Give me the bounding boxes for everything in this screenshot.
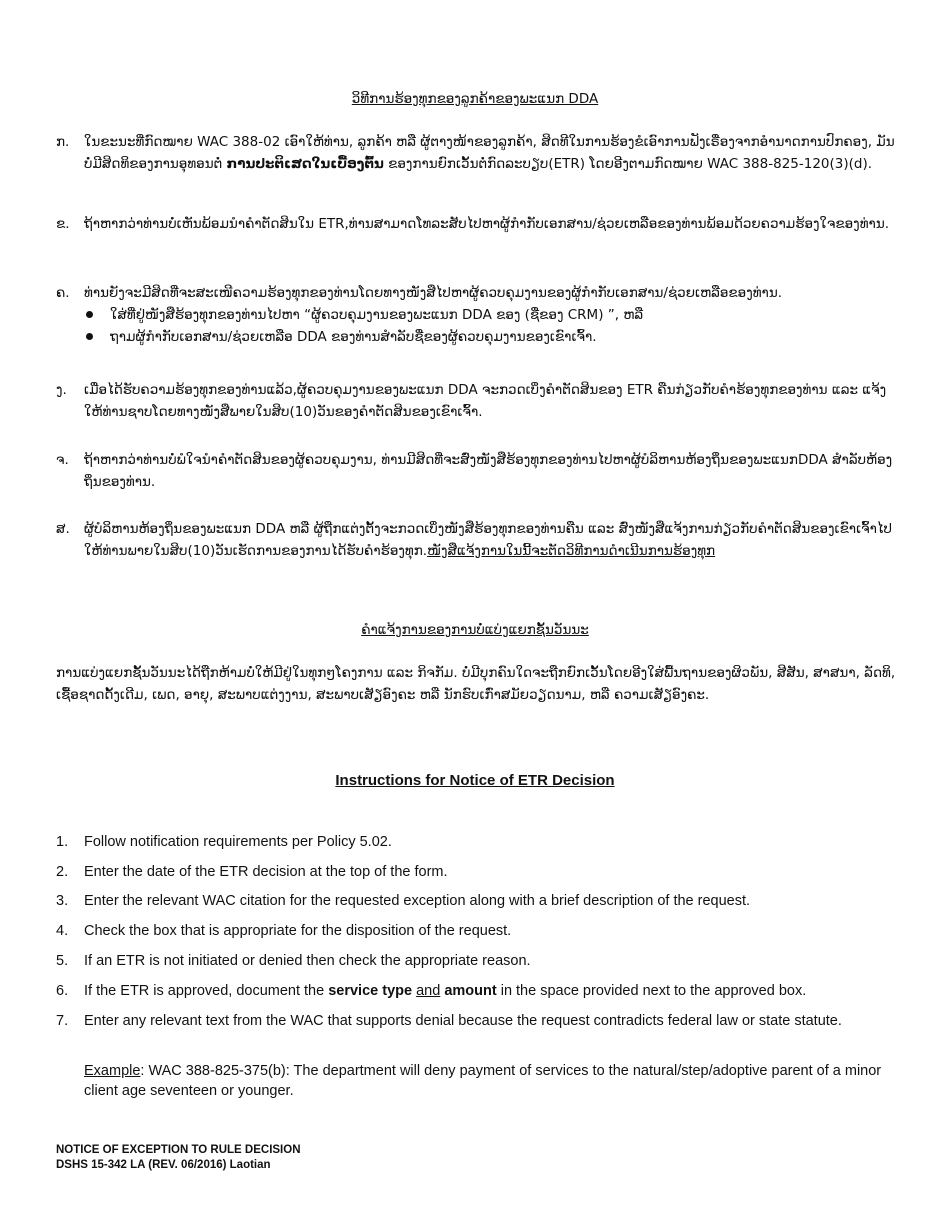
paragraph-text: ໃນຂະນະທີ່ກົດໝາຍ WAC 388-02 ເອົາໃຫ້ທ່ານ, ລູກຄ້າ ຫລື ຜູ້ຕາງໜ້າຂອງລູກຄ້າ, ສິດທີໃນການຮ້ອງຂໍເອົາການຟັງເຣື່ອງຈາກອຳນາດການປົກຄອງ, ມັນບໍ່ມີສິດທິຂອງການອຸທອນຕໍ່ — [84, 134, 895, 172]
instruction-example — [56, 1061, 896, 1101]
paragraph-label: ສ. — [56, 521, 70, 537]
nondiscrimination-title: ຄຳແຈ້ງການຂອງການບໍ່ແບ່ງແຍກຊັ້ນວັນນະ — [361, 622, 589, 638]
grievance-paragraph-5 — [56, 449, 896, 493]
step-number: 2. — [56, 864, 69, 880]
paragraph-label: ງ. — [56, 382, 67, 398]
bullet-icon — [86, 311, 93, 318]
instruction-step-2 — [56, 862, 896, 882]
paragraph-label: ຂ. — [56, 216, 70, 232]
paragraph-label: ກ. — [56, 134, 70, 150]
paragraph-label: ຈ. — [56, 452, 69, 468]
form-number: DSHS 15-342 LA (REV. 06/2016) Laotian — [56, 1159, 271, 1171]
bullet-item — [84, 304, 896, 326]
step-number: 4. — [56, 923, 69, 939]
nondiscrimination-text: ການແບ່ງແຍກຊັ້ນວັນນະໄດ້ຖືກຫ້າມບໍ່ໃຫ້ມີຢູ່ໃນທຸກໆໂຄງການ ແລະ ກິຈກັມ. ບໍ່ມີບຸກຄົນໃດຈະຖືກຍົກເວັ້ນໂດຍອີງໃສ່ພື້ນຖານຂອງຜິວພັນ, ສີສັນ, ສາສນາ, ລັດທິ, ເຊື້ອຊາດດັ້ງເດີມ, ເພດ, ອາຍຸ, ສະພາບແຕ່ງງານ, ສະພາບເສັຽອົງຄະ ຫລື ນັກຮົບເກົ່າສມັຍວຽດນາມ, ຫລື ຄວາມເສັຽອົງຄະ. — [56, 665, 896, 703]
paragraph-text: ຜູ້ບໍລິຫານຫ້ອງຖິ່ນຂອງພະແນກ DDA ຫລື ຜູ້ຖືກແຕ່ງຕັ້ງຈະກວດເບິ່ງໜັງສືຮ້ອງທຸກຂອງທ່ານຄືນ ແລະ ສົ່ງໜັງສືແຈ້ງການກ່ຽວກັບຄຳຕັດສິນຂອງເຂົາເຈົ້າໄປໃຫ້ທ່ານພາຍໃນສິບ(10)ວັນເຮັດການຂອງການໄດ້ຮັບຄຳຮ້ອງທຸກ. — [84, 521, 892, 559]
step-bold-service-type: service type — [328, 983, 413, 999]
paragraph-text: ເມື່ອໄດ້ຮັບຄວາມຮ້ອງທຸກຂອງທ່ານແລ້ວ,ຜູ້ຄວບຄຸມງານຂອງພະແນກ DDA ຈະກວດເບິ່ງຄຳຕັດສິນຂອງ ETR ຄືນກ່ຽວກັບຄຳຮ້ອງທຸກຂອງທ່ານ ແລະ ແຈ້ງໃຫ້ທ່ານຊາບໂດຍທາງໜັງສືພາຍໃນສິບ(10)ວັນຂອງຄຳຕັດສິນຂອງເຂົາເຈົ້າ. — [84, 382, 887, 420]
step-text: Check the box that is appropriate for the disposition of the request. — [84, 923, 512, 939]
step-text: Enter any relevant text from the WAC that supports denial because the request contradicts federal law or state statute. — [84, 1013, 842, 1029]
step-number: 6. — [56, 983, 69, 999]
bullet-item — [84, 326, 896, 348]
step-text: Enter the date of the ETR decision at the top of the form. — [84, 864, 448, 880]
step-number: 5. — [56, 953, 69, 969]
example-text: : WAC 388-825-375(b): The department will deny payment of services to the natural/step/adoptive parent of a minor client age seventeen or younger. — [84, 1063, 882, 1099]
bullet-text: ໃສ່ທີ່ຢູ່ໜັງສືຮ້ອງທຸກຂອງທ່ານໄປຫາ “ຜູ້ຄວບຄຸມງານຂອງພະແນກ DDA ຂອງ (ຊື່ຂອງ CRM) ”, ຫລື — [110, 307, 644, 323]
paragraph-text: ຖ້າຫາກວ່າທ່ານບໍ່ພໍໃຈນຳຄຳຕັດສິນຂອງຜູ້ຄວບຄຸມງານ, ທ່ານມີສິດທີ່ຈະສົ່ງໜັງສືຮ້ອງທຸກຂອງທ່ານໄປຫາຜູ້ບໍລິຫານຫ້ອງຖິ່ນຂອງພະແນກDDA ສຳລັບຫ້ອງຖິ່ນຂອງທ່ານ. — [84, 452, 893, 490]
step-text-part: If the ETR is approved, document the — [84, 983, 329, 999]
instruction-step-3 — [56, 891, 896, 911]
step-bold-amount: amount — [444, 983, 497, 999]
step-text: Follow notification requirements per Policy 5.02. — [84, 834, 392, 850]
form-footer — [56, 1143, 301, 1173]
instructions-title: Instructions for Notice of ETR Decision — [335, 772, 615, 789]
step-text-part: in the space provided next to the approved box. — [496, 983, 807, 999]
paragraph-text: ຖ້າຫາກວ່າທ່ານບໍ່ເຫັນພ້ອມນຳຄຳຕັດສິນໃນ ETR,ທ່ານສາມາດໂທລະສັບໄປຫາຜູ້ກຳກັບເອກສານ/ຊ່ວຍເຫລືອຂອງທ່ານພ້ອມດ້ວຍຄວາມຮ້ອງໃຈຂອງທ່ານ. — [84, 216, 889, 232]
instruction-step-4 — [56, 921, 896, 941]
step-number: 3. — [56, 893, 69, 909]
step-underlined-and: and — [416, 983, 441, 999]
grievance-paragraph-4 — [56, 379, 896, 423]
grievance-paragraph-2 — [56, 213, 896, 235]
bullet-icon — [86, 333, 93, 340]
paragraph-label: ຄ. — [56, 285, 70, 301]
instruction-step-6 — [56, 981, 896, 1001]
bullet-text: ຖາມຜູ້ກຳກັບເອກສານ/ຊ່ວຍເຫລືອ DDA ຂອງທ່ານສຳລັບຊື່ຂອງຜູ້ຄວບຄຸມງານຂອງເຂົາເຈົ້າ. — [110, 329, 597, 345]
step-text: If an ETR is not initiated or denied then check the appropriate reason. — [84, 953, 531, 969]
paragraph-underlined-text: ໜັງສືແຈ້ງການໃນນີ້ຈະຕັດວິທີການດຳເນີນການຮ້ອງທຸກ — [427, 543, 716, 559]
instruction-step-5 — [56, 951, 896, 971]
grievance-title: ວິທີການຮ້ອງທຸກຂອງລູກຄ້າຂອງພະແນກ DDA — [351, 91, 599, 107]
instruction-step-7 — [56, 1011, 896, 1031]
paragraph-text-cont: ຂອງການຍົກເວັ້ນຕໍ່ກົດລະບຽບ(ETR) ໂດຍອີງຕາມກົດໝາຍ WAC 388-825-120(3)(d). — [383, 156, 873, 172]
grievance-paragraph-1 — [56, 131, 896, 175]
step-number: 1. — [56, 834, 69, 850]
step-text — [84, 981, 896, 1001]
example-label: Example — [84, 1063, 141, 1079]
step-number: 7. — [56, 1013, 69, 1029]
grievance-paragraph-6 — [56, 518, 896, 562]
step-text: Enter the relevant WAC citation for the requested exception along with a brief description of the request. — [84, 893, 751, 909]
form-name: NOTICE OF EXCEPTION TO RULE DECISION — [56, 1144, 301, 1156]
grievance-paragraph-3 — [56, 282, 896, 348]
paragraph-text: ທ່ານຍັງຈະມີສິດທີ່ຈະສະເໜີຄວາມຮ້ອງທຸກຂອງທ່ານໂດຍທາງໜັງສືໄປຫາຜູ້ຄວບຄຸມງານຂອງຜູ້ກຳກັບເອກສານ/ຊ່ວຍເຫລືອຂອງທ່ານ. — [84, 285, 783, 301]
instruction-step-1 — [56, 832, 896, 852]
bullet-list — [56, 304, 896, 348]
paragraph-bold-text: ການປະຕິເສດໃນເບື້ອງຕົ້ນ — [226, 156, 384, 172]
